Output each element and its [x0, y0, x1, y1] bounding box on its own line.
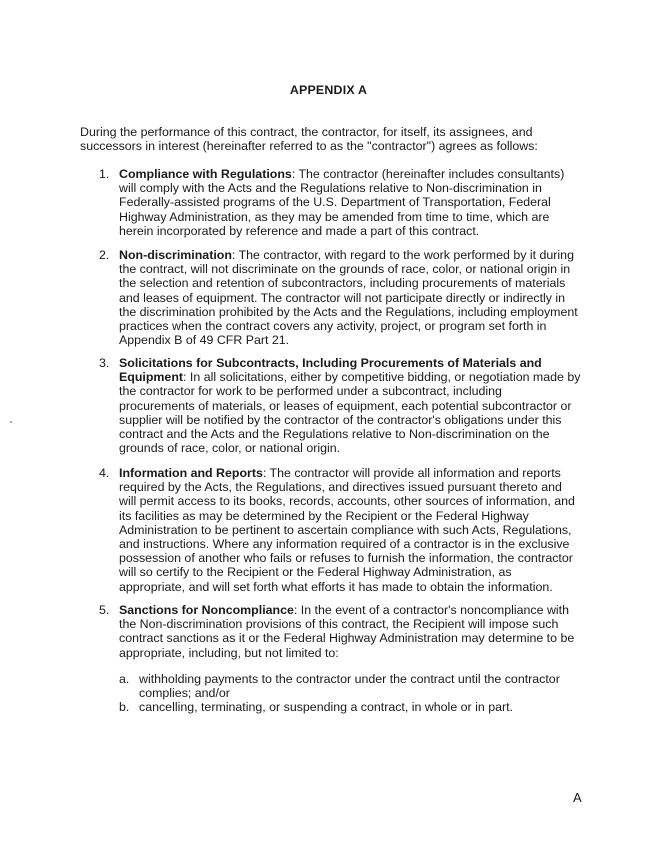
- item-body: [119, 603, 581, 660]
- item-heading: Non-discrimination: [119, 248, 232, 262]
- sub-item-letter: a.: [119, 672, 130, 686]
- page-title: APPENDIX A: [289, 83, 368, 97]
- item-number: 5.: [99, 603, 110, 617]
- item-text: : The contractor, with regard to the work performed by it during the contract, will not discriminate on the grounds of race, color, or national origin in the selection and retention of subcontractors, including procurements of materials and leases of equipment. The contractor will not participate directly or indirectly in the discrimination prohibited by the Acts and the Regulations, including employment practices when the contract covers any activity, project, or program set forth in Appendix B of 49 CFR Part 21.: [119, 248, 578, 348]
- item-number: 4.: [99, 466, 110, 480]
- item-body: [119, 466, 581, 594]
- sub-list-item: [119, 700, 581, 714]
- page-footer-label: A: [573, 790, 582, 805]
- item-body: [119, 356, 581, 455]
- item-text: : The contractor (hereinafter includes consultants) will comply with the Acts and the Regulations relative to Non-discrimination in Federally-assisted programs of the U.S. Department of Transportation, Federal Highway Administration, as they may be amended from time to time, which are herein incorporated by reference and made a part of this contract.: [119, 167, 565, 238]
- list-item: [99, 356, 581, 455]
- item-number: 3.: [99, 356, 110, 370]
- item-heading: Compliance with Regulations: [119, 167, 292, 181]
- item-body: [119, 248, 581, 347]
- intro-paragraph: During the performance of this contract, the contractor, for itself, its assignees, and successors in interest (hereinafter referred to as the "contractor") agrees as follows:: [80, 125, 538, 154]
- sub-list-item: [119, 672, 581, 700]
- item-heading: Information and Reports: [119, 466, 263, 480]
- list-item: [99, 466, 581, 594]
- sub-item-text: cancelling, terminating, or suspending a contract, in whole or in part.: [139, 700, 513, 714]
- item-heading: Solicitations for Subcontracts, Including Procurements of Materials and Equipment: [119, 356, 542, 385]
- sub-item-text: withholding payments to the contractor under the contract until the contractor complies; and/or: [139, 672, 560, 701]
- sub-item-letter: b.: [119, 700, 130, 714]
- list-item: [99, 167, 581, 238]
- item-text: : The contractor will provide all information and reports required by the Acts, the Regulations, and directives issued pursuant thereto and will permit access to its books, records, accounts, other sources of information, and its facilities as may be determined by the Recipient or the Federal Highway Administration to be pertinent to ascertain compliance with such Acts, Regulations, and instructions. Where any information required of a contractor is in the exclusive possession of another who fails or refuses to furnish the information, the contractor will so certify to the Recipient or the Federal Highway Administration, as appropriate, and will set forth what efforts it has made to obtain the information.: [119, 466, 575, 594]
- item-number: 1.: [99, 167, 110, 181]
- list-item: [99, 248, 581, 347]
- item-text: : In all solicitations, either by competitive bidding, or negotiation made by the contractor for work to be performed under a subcontract, including procurements of materials, or leases of equipment, each potential subcontractor or supplier will be notified by the contractor of the contractor's obligations under this contract and the Acts and the Regulations relative to Non-discrimination on the grounds of race, color, or national origin.: [119, 370, 581, 456]
- item-body: [119, 167, 581, 238]
- item-number: 2.: [99, 248, 110, 262]
- item-text: : In the event of a contractor's noncompliance with the Non-discrimination provisions of this contract, the Recipient will impose such contract sanctions as it or the Federal Highway Administration may determine to be appropriate, including, but not limited to:: [119, 603, 575, 660]
- scan-speck: [10, 421, 12, 423]
- list-item: [99, 603, 581, 660]
- item-heading: Sanctions for Noncompliance: [119, 603, 294, 617]
